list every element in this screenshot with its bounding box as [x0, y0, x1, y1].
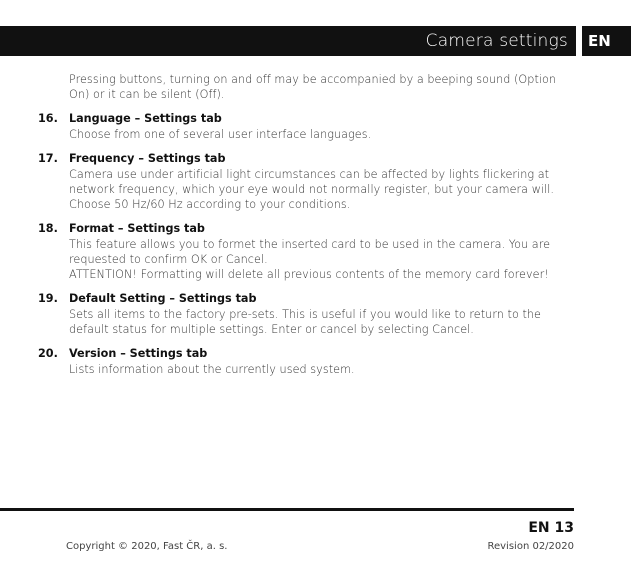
- section-title: Language – Settings tab: [69, 112, 222, 125]
- section-number: 20.: [38, 347, 58, 360]
- section-heading: [40, 346, 560, 361]
- intro-line: On) or it can be silent (Off).: [69, 88, 225, 101]
- section-number: 17.: [38, 152, 58, 165]
- section-text: [69, 362, 560, 377]
- section-text: [69, 167, 560, 212]
- copyright-notice: Copyright © 2020, Fast ČR, a. s.: [66, 541, 228, 552]
- section-title: Version – Settings tab: [69, 347, 208, 360]
- text-line: This feature allows you to formet the inserted card to be used in the camera. You are: [69, 238, 551, 251]
- section-default-setting: [40, 291, 560, 337]
- text-line: requested to confirm OK or Cancel.: [69, 253, 268, 266]
- text-line: Choose from one of several user interface languages.: [69, 128, 372, 141]
- intro-line: Pressing buttons, turning on and off may be accompanied by a beeping sound (Option: [69, 73, 557, 86]
- section-heading: [40, 111, 560, 126]
- text-line: ATTENTION! Formatting will delete all previous contents of the memory card forever!: [69, 268, 549, 281]
- revision-label: Revision 02/2020: [487, 541, 574, 552]
- language-tab-label: EN: [588, 32, 611, 50]
- page-number: EN 13: [528, 520, 574, 536]
- section-heading: [40, 291, 560, 306]
- section-heading: [40, 151, 560, 166]
- section-text: [69, 307, 560, 337]
- section-title: Frequency – Settings tab: [69, 152, 226, 165]
- section-frequency: [40, 151, 560, 212]
- text-line: Sets all items to the factory pre-sets. This is useful if you would like to return to the: [69, 308, 541, 321]
- language-tab: [582, 26, 631, 56]
- text-line: Camera use under artificial light circumstances can be affected by lights flickering at: [69, 168, 550, 181]
- section-version: [40, 346, 560, 377]
- section-number: 16.: [38, 112, 58, 125]
- section-title: Format – Settings tab: [69, 222, 205, 235]
- section-language: [40, 111, 560, 142]
- document-body: [40, 72, 560, 377]
- text-line: default status for multiple settings. Enter or cancel by selecting Cancel.: [69, 323, 474, 336]
- section-heading: [40, 221, 560, 236]
- footer-divider: [0, 508, 574, 511]
- text-line: Lists information about the currently used system.: [69, 363, 355, 376]
- section-text: [69, 237, 560, 282]
- section-format: [40, 221, 560, 282]
- section-number: 19.: [38, 292, 58, 305]
- page-title: Camera settings: [425, 31, 568, 51]
- text-line: network frequency, which your eye would not normally register, but your camera will.: [69, 183, 554, 196]
- section-number: 18.: [38, 222, 58, 235]
- header-bar: [0, 26, 576, 56]
- intro-paragraph: [69, 72, 560, 102]
- section-text: [69, 127, 560, 142]
- section-title: Default Setting – Settings tab: [69, 292, 257, 305]
- text-line: Choose 50 Hz/60 Hz according to your conditions.: [69, 198, 351, 211]
